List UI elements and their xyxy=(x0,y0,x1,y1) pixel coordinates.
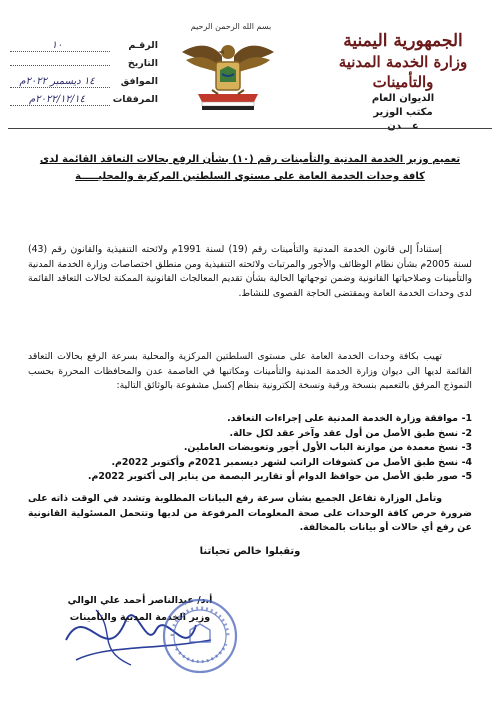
corr-row xyxy=(8,76,158,94)
reference-fields xyxy=(8,40,158,112)
list-number: 1- xyxy=(461,413,472,424)
date-row xyxy=(8,58,158,76)
office-line-2: مكتب الوزير xyxy=(373,107,433,118)
date-value xyxy=(10,65,110,66)
list-number: 2- xyxy=(461,427,472,439)
signatory-name: أ.د/ عبدالناصر أحمد علي الوالي xyxy=(67,595,213,606)
ref-value: ١٠ xyxy=(10,40,110,52)
corr-value: ١٤ ديسمبر ٢٠٢٢م xyxy=(10,76,110,88)
signatory-title: وزير الخدمة المدنية والتأمينات xyxy=(69,612,211,623)
list-item xyxy=(28,456,472,471)
list-text: صور طبق الأصل من حوافظ الدوام أو تقارير البصمة من يناير إلى أكتوبر 2022م. xyxy=(87,471,458,482)
date-label: التاريخ xyxy=(127,58,158,69)
corr-label: الموافق xyxy=(120,76,158,87)
list-item xyxy=(28,412,472,427)
circular-title xyxy=(18,151,482,185)
list-item xyxy=(28,427,472,442)
paragraph-3: وتأمل الوزارة تفاعل الجميع بشأن سرعة رفع البيانات المطلوبة وتشدد في الوقت ذاته على ضرورة حرص كافة الوحدات على صحة المعلومات المرفوعة من لديها وتتحمل المسئولية القانونية عن رفع أي حالات أو بيانات بالمخالفة. xyxy=(28,493,472,533)
eagle-emblem-icon xyxy=(178,22,278,118)
title-line-2: كافة وحدات الخدمة العامة على مستوى السلطتين المركزية والمحليـــــة xyxy=(75,171,425,182)
paragraph-2: تهيب بكافة وحدات الخدمة العامة على مستوى السلطتين المركزية والمحلية بسرعة الرفع بحالات التعاقد القائمة لديها الى ديوان وزارة الخدمة المدنية والتأمينات ومكاتبها في العاصمة عدن والمحافظات المحررة بحسب النموذج المرفق بالتعميم بنسخة ورقية ونسخة إلكترونية بنظام إكسل مشفوعة بالوثائق التالية: xyxy=(28,351,472,391)
list-number: 4- xyxy=(461,456,472,468)
ministry-name: وزارة الخدمة المدنية والتأمينات xyxy=(338,53,468,91)
attach-row xyxy=(8,94,158,112)
closing-greeting: وتقبلوا خالص تحياتنا xyxy=(199,546,301,557)
list-text: نسخ طبق الأصل من أول عقد وآخر عقد لكل حالة. xyxy=(229,427,458,439)
ref-label: الرقـم xyxy=(128,40,158,51)
office-line-1: الديوان العام xyxy=(371,93,435,104)
documents-list xyxy=(28,412,472,485)
basmala-text: بسم الله الرحمن الرحيم xyxy=(190,22,272,31)
list-text: موافقة وزارة الخدمة المدنية على إجراءات التعاقد. xyxy=(227,413,458,424)
ministry-header xyxy=(328,30,478,134)
list-number: 5- xyxy=(461,471,472,482)
list-item xyxy=(28,441,472,456)
ref-row xyxy=(8,40,158,58)
attach-value: ٢٠٢٢/١٢/١٤م xyxy=(10,94,110,106)
paragraph-1: إستناداً إلى قانون الخدمة المدنية والتأمينات رقم (19) لسنة 1991م ولائحته التنفيذية والقانون رقم (43) لسنة 2005م بشأن نظام الوظائف والأجور والمرتبات ولائحته التنفيذية ومن منطلق اختصاصات وزارة الخدمة المدنية والتأمينات وصلاحياتها القانونية وضمن توجهاتها الحالية بشأن تقديم المعالجات القانونية الممكنة لحالات التعاقد القائمة لدى وحدات الخدمة العامة وبمقتضى الحاجة القصوى للنشاط. xyxy=(28,244,472,299)
title-line-1: تعميم وزير الخدمة المدنية والتأمينات رقم (١٠) بشأن الرفع بحالات التعاقد القائمة لدى xyxy=(39,154,461,165)
list-item xyxy=(28,470,472,485)
list-number: 3- xyxy=(461,442,472,453)
attach-label: المرفقات xyxy=(112,94,158,105)
city-name: عـــدن xyxy=(387,121,419,132)
official-stamp-icon xyxy=(160,596,240,676)
header-divider xyxy=(8,128,492,129)
country-name: الجمهورية اليمنية xyxy=(343,31,463,51)
list-text: نسخ معمدة من موازنة الباب الأول أجور وتعويضات العاملين. xyxy=(183,442,458,453)
list-text: نسخ طبق الأصل من كشوفات الراتب لشهر ديسمبر 2021م وأكتوبر 2022م. xyxy=(111,456,458,468)
